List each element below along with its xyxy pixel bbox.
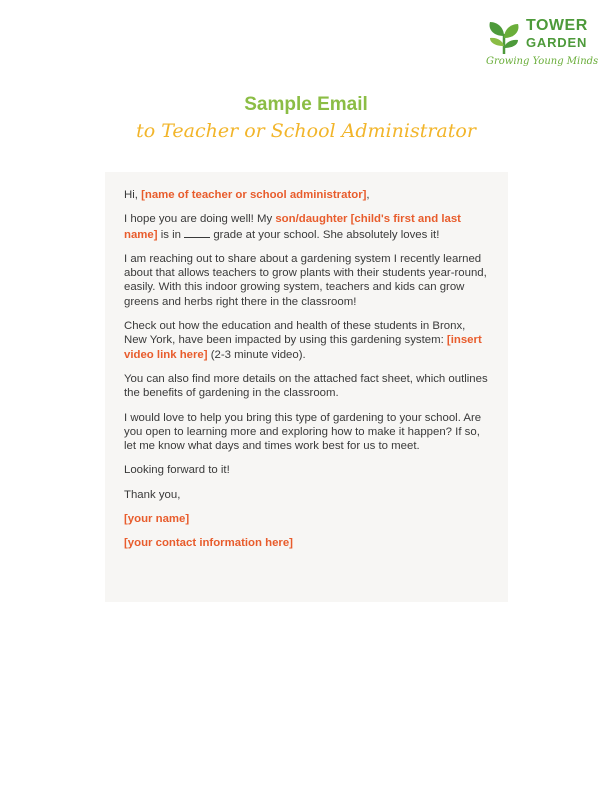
- placeholder-contact-info: [your contact information here]: [124, 537, 293, 550]
- email-body: [124, 188, 490, 561]
- paragraph-system: I am reaching out to share about a gardening system I recently learned about that allows teachers to grow plants with their students year-round, easily. With this indoor growing system, teachers and kids can grow greens and herbs right there in the classroom!: [124, 252, 487, 308]
- placeholder-your-name: [your name]: [124, 513, 190, 526]
- email-card: [105, 172, 508, 602]
- paragraph-request: I would love to help you bring this type of gardening to your school. Are you open to learning more and exploring how to make it happen? If so, let me know what days and times work best for us to meet.: [124, 411, 482, 453]
- video-text-c: (2-3 minute video).: [207, 348, 306, 361]
- placeholder-child-name: son/daughter [child's first and last name]: [124, 213, 461, 241]
- video-text-a: Check out how the education and health of these students in Bronx, New York, have been impacted by using this gardening system:: [124, 320, 466, 347]
- page-subtitle: to Teacher or School Administrator: [136, 120, 476, 142]
- grade-blank: [184, 227, 210, 238]
- paragraph-looking-forward: Looking forward to it!: [124, 464, 230, 477]
- closing-line: Thank you,: [124, 488, 181, 501]
- greeting-prefix: Hi,: [124, 189, 142, 201]
- intro-text-c: is in: [157, 228, 185, 241]
- paragraph-video: [124, 319, 490, 362]
- page-title: Sample Email: [244, 94, 368, 115]
- paragraph-fact-sheet: You can also find more details on the attached fact sheet, which outlines the benefits of gardening in the classroom.: [124, 372, 488, 400]
- intro-text-a: I hope you are doing well! My: [124, 213, 276, 226]
- brand-tagline: Growing Young Minds: [486, 56, 599, 67]
- greeting-line: [124, 188, 490, 202]
- greeting-suffix: ,: [366, 189, 370, 201]
- leaves-icon: [484, 16, 524, 56]
- paragraph-intro: [124, 212, 490, 242]
- placeholder-video-link: [insert video link here]: [124, 334, 482, 361]
- tower-garden-logo: [484, 16, 598, 72]
- intro-text-d: grade at your school. She absolutely loves it!: [210, 228, 440, 241]
- placeholder-recipient-name: [name of teacher or school administrator]: [141, 189, 367, 201]
- brand-name-bottom: GARDEN: [526, 35, 588, 50]
- brand-name-top: TOWER: [526, 17, 588, 34]
